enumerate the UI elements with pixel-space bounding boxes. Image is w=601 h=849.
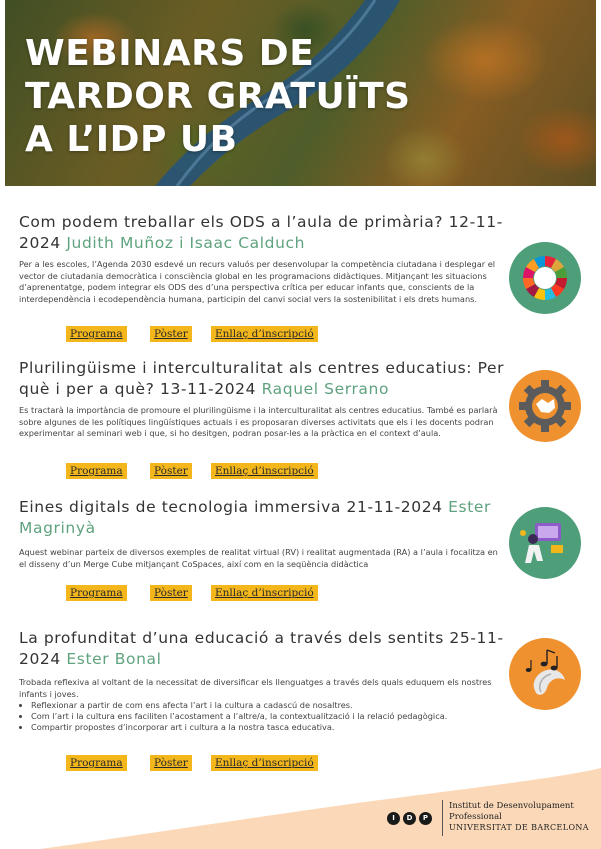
poster-link[interactable]: Pòster (150, 585, 192, 601)
idp-logo-letter: D (403, 812, 416, 825)
webinar-title (19, 212, 505, 254)
footer-divider (442, 800, 443, 836)
webinar-title (19, 358, 505, 400)
webinar-section-ods (19, 212, 505, 305)
music-notes-icon (507, 636, 583, 712)
webinar-description: Trobada reflexiva al voltant de la necessitat de diversificar els llenguatges a través dels quals eduquem els nostres infants i joves. (19, 677, 492, 699)
list-item: • Reflexionar a partir de com ens afecta l’art i la cultura a cadascú de nosaltres. (31, 700, 505, 711)
webinar-title-text: Eines digitals de tecnologia immersiva 21-11-2024 (19, 498, 443, 516)
gear-handshake-icon (507, 368, 583, 444)
webinar-title-text: Com podem treballar els ODS a l’aula de primària? 12-11-2024 (19, 213, 503, 252)
hero-title-line: WEBINARS DE (25, 33, 315, 74)
hero-title-line: A L’IDP UB (25, 119, 238, 160)
webinar-section-immersiva (19, 497, 505, 570)
poster-link[interactable]: Pòster (150, 463, 192, 479)
webinar-title (19, 497, 505, 539)
webinar-section-sentits (19, 628, 505, 733)
idp-logo-letter: I (387, 812, 400, 825)
webinar-title (19, 628, 505, 670)
webinar-speaker: Ester Magrinyà (19, 498, 492, 537)
webinar-speaker: Judith Muñoz i Isaac Calduch (66, 234, 306, 252)
inscription-link[interactable]: Enllaç d’inscripció (211, 326, 318, 342)
webinar-speaker: Raquel Serrano (261, 380, 390, 398)
hero-banner (5, 0, 596, 186)
footer-institution (449, 801, 601, 834)
webinar-description: Aquest webinar parteix de diversos exemples de realitat virtual (RV) i realitat augmentada (RA) a l’aula i focalitza en el disseny d’un Merge Cube mitjançant CoSpaces, així com en la seqüència didàctica (19, 547, 498, 569)
webinar-speaker: Ester Bonal (66, 650, 162, 668)
virtual-reality-icon (507, 505, 583, 581)
webinar-title-text: Plurilingüisme i interculturalitat als centres educatius: Per què i per a què? 13-11-2024 (19, 359, 505, 398)
idp-logo-letter: P (419, 812, 432, 825)
webinar-description: Es tractarà la importància de promoure el plurilingüisme i la interculturalitat als centres educatius. També es parlarà sobre algunes de les polítiques lingüístiques actuals i es proposaran diverses activitats que els i les docents podran experimentar al seminari web i que, si ho desitgen, podran posar-les a la pràctica en el context d’aula. (19, 405, 498, 439)
university-name: UNIVERSITAT DE BARCELONA (449, 823, 589, 832)
sdg-wheel-icon (507, 240, 583, 316)
hero-title-line: TARDOR GRATUÏTS (25, 76, 411, 117)
institute-name: Institut de Desenvolupament Professional (449, 801, 574, 822)
list-item: • Compartir propostes d’incorporar art i cultura a la nostra tasca educativa. (31, 722, 505, 733)
webinar-section-plurilinguisme (19, 358, 505, 440)
programa-link[interactable]: Programa (66, 326, 127, 342)
programa-link[interactable]: Programa (66, 463, 127, 479)
idp-logo (387, 812, 432, 825)
poster-link[interactable]: Pòster (150, 326, 192, 342)
inscription-link[interactable]: Enllaç d’inscripció (211, 585, 318, 601)
programa-link[interactable]: Programa (66, 755, 127, 771)
webinar-bullet-list (19, 700, 505, 733)
webinar-title-text: La profunditat d’una educació a través dels sentits 25-11-2024 (19, 629, 504, 668)
poster-link[interactable]: Pòster (150, 755, 192, 771)
webinar-description: Per a les escoles, l’Agenda 2030 esdevé un recurs valuós per desenvolupar la competència ciutadana i desplegar el vector de ciutadania democràtica i consciència global en les programacions didàctiques. Mitjançant les situacions d’aprenentatge, podem integrar els ODS des d’una perspectiva crítica per educar infants que, conscients de la interdependència i ecodependència humana, participin del canvi social vers la sostenibilitat i els drets humans. (19, 259, 496, 304)
hero-title (25, 32, 411, 161)
inscription-link[interactable]: Enllaç d’inscripció (211, 755, 318, 771)
programa-link[interactable]: Programa (66, 585, 127, 601)
inscription-link[interactable]: Enllaç d’inscripció (211, 463, 318, 479)
list-item: • Com l’art i la cultura ens faciliten l’acostament a l’altre/a, la contextualització i la relació pedagògica. (31, 711, 505, 722)
